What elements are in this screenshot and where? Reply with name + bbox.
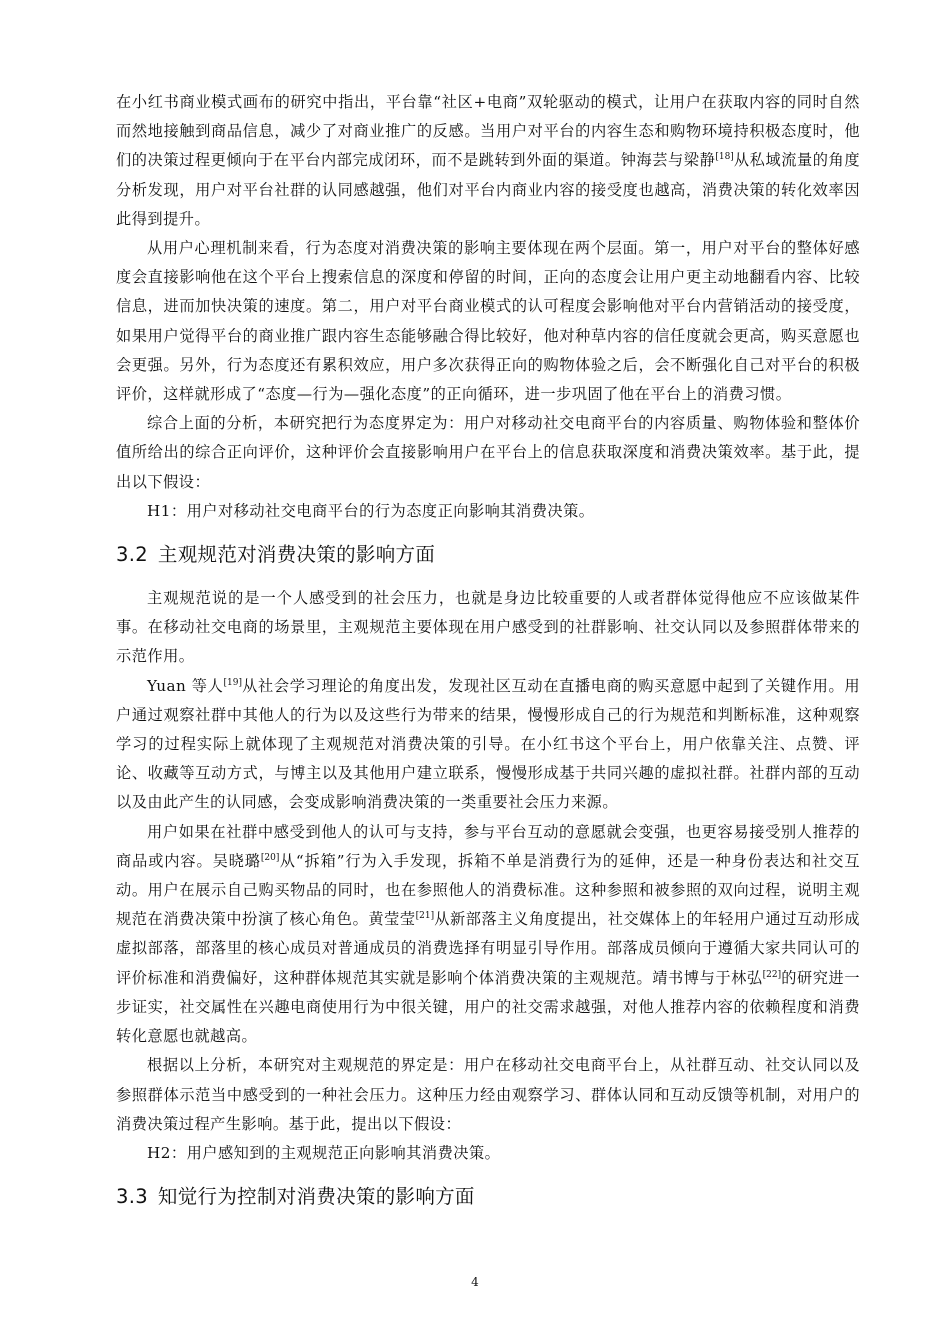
citation-marker: [22] xyxy=(762,969,782,980)
section-heading-3-3 xyxy=(116,1182,860,1212)
paragraph-text: 从私域流量的角度分析发现，用户对平台社群的认同感越强，他们对平台内商业内容的接受度也越高，消费决策的转化效率因此得到提升。 xyxy=(116,151,861,228)
paragraph-text: 的研究进一步证实，社交属性在兴趣电商使用行为中很关键，用户的社交需求越强，对他人推荐内容的依赖程度和消费转化意愿也就越高。 xyxy=(116,968,861,1046)
paragraph xyxy=(116,409,860,497)
paragraph-text: 根据以上分析，本研究对主观规范的界定是：用户在移动社交电商平台上，从社群互动、社交认同以及参照群体示范当中感受到的一种社会压力。这种压力经由观察学习、群体认同和互动反馈等机制，对用户的消费决策过程产生影响。基于此，提出以下假设： xyxy=(116,1056,860,1133)
paragraph xyxy=(116,818,860,1052)
citation-marker: [21] xyxy=(415,911,435,922)
paragraph-text: 从用户心理机制来看，行为态度对消费决策的影响主要体现在两个层面。第一，用户对平台的整体好感度会直接影响他在这个平台上搜索信息的深度和停留的时间，正向的态度会让用户更主动地翻看内容、比较信息，进而加快决策的速度。第二，用户对平台商业模式的认可程度会影响他对平台内营销活动的接受度，如果用户觉得平台的商业推广跟内容生态能够融合得比较好，他对种草内容的信任度就会更高，购买意愿也会更强。另外，行为态度还有累积效应，用户多次获得正向的购物体验之后，会不断强化自己对平台的积极评价，这样就形成了“态度—行为—强化态度”的正向循环，进一步巩固了他在平台上的消费习惯。 xyxy=(116,239,860,404)
citation-marker: [19] xyxy=(223,677,242,688)
paragraph xyxy=(116,88,860,234)
section-title: 知觉行为控制对消费决策的影响方面 xyxy=(157,1185,475,1209)
section-3-1-continued xyxy=(116,88,860,526)
section-number: 3.2 xyxy=(116,543,148,567)
paragraph-text: Yuan 等人 xyxy=(147,676,224,695)
paragraph-text: 用户如果在社群中感受到他人的认可与支持，参与平台互动的意愿就会变强，也更容易接受别人推荐的商品或内容。吴晓璐 xyxy=(116,822,860,870)
citation-marker: [20] xyxy=(260,852,280,863)
paragraph xyxy=(116,584,860,672)
paragraph-text: 从新部落主义角度提出，社交媒体上的年轻用户通过互动形成虚拟部落，部落里的核心成员对普通成员的消费选择有明显引导作用。部落成员倾向于遵循大家共同认可的评价标准和消费偏好，这种群体规范其实就是影响个体消费决策的主观规范。靖书博与于林弘 xyxy=(116,910,861,987)
paragraph-text: 主观规范说的是一个人感受到的社会压力，也就是身边比较重要的人或者群体觉得他应不应该做某件事。在移动社交电商的场景里，主观规范主要体现在用户感受到的社群影响、社交认同以及参照群体带来的示范作用。 xyxy=(116,589,860,666)
section-number: 3.3 xyxy=(116,1185,148,1209)
paragraph xyxy=(116,497,860,526)
body-text xyxy=(116,88,860,1226)
paragraph xyxy=(116,234,860,409)
citation-marker: [18] xyxy=(715,152,734,163)
section-title: 主观规范对消费决策的影响方面 xyxy=(157,543,436,567)
paragraph xyxy=(116,672,860,818)
paragraph-text: H2：用户感知到的主观规范正向影响其消费决策。 xyxy=(147,1143,501,1162)
paragraph xyxy=(116,1051,860,1139)
paragraph-text: 在小红书商业模式画布的研究中指出，平台靠“社区+电商”双轮驱动的模式，让用户在获取内容的同时自然而然地接触到商品信息，减少了对商业推广的反感。当用户对平台的内容生态和购物环境持积极态度时，他们的决策过程更倾向于在平台内部完成闭环，而不是跳转到外面的渠道。钟海芸与梁静 xyxy=(116,93,860,170)
section-3-2-body xyxy=(116,584,860,1168)
page-number: 4 xyxy=(471,1275,479,1289)
paragraph-text: H1：用户对移动社交电商平台的行为态度正向影响其消费决策。 xyxy=(147,501,595,520)
paragraph xyxy=(116,1139,860,1168)
section-heading-3-2 xyxy=(116,540,860,570)
paragraph-text: 综合上面的分析，本研究把行为态度界定为：用户对移动社交电商平台的内容质量、购物体验和整体价值所给出的综合正向评价，这种评价会直接影响用户在平台上的信息获取深度和消费决策效率。基于此，提出以下假设： xyxy=(116,414,860,491)
paragraph-text: 从“拆箱”行为入手发现，拆箱不单是消费行为的延伸，还是一种身份表达和社交互动。用户在展示自己购买物品的同时，也在参照他人的消费标准。这种参照和被参照的双向过程，说明主观规范在消费决策中扮演了核心角色。黄莹莹 xyxy=(116,851,861,929)
paragraph-text: 从社会学习理论的角度出发，发现社区互动在直播电商的购买意愿中起到了关键作用。用户通过观察社群中其他人的行为以及这些行为带来的结果，慢慢形成自己的行为规范和判断标准，这种观察学习的过程实际上就体现了主观规范对消费决策的引导。在小红书这个平台上，用户依靠关注、点赞、评论、收藏等互动方式，与博主以及其他用户建立联系，慢慢形成基于共同兴趣的虚拟社群。社群内部的互动以及由此产生的认同感，会变成影响消费决策的一类重要社会压力来源。 xyxy=(116,676,861,812)
